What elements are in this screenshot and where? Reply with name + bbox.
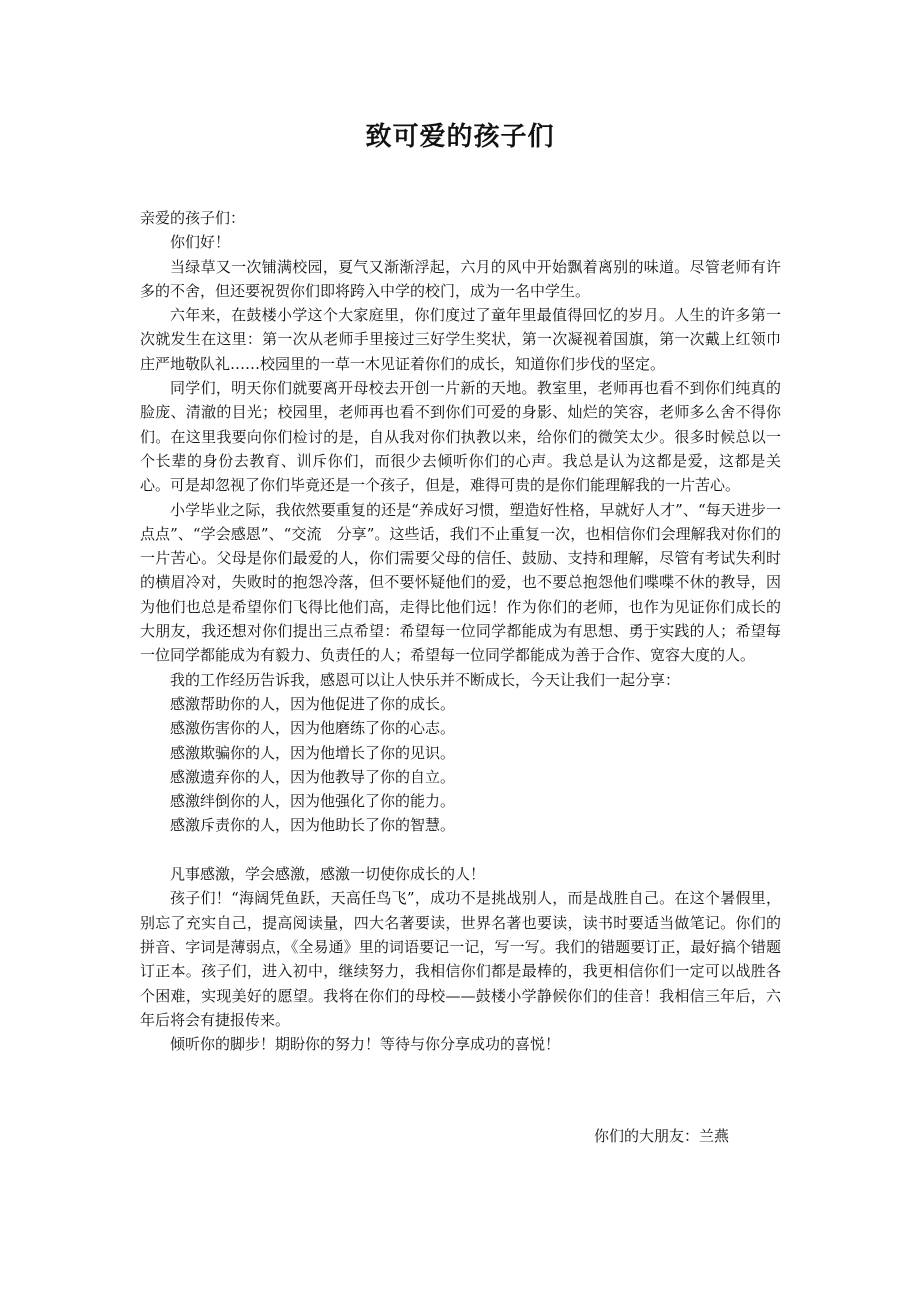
signature: 你们的大朋友：兰燕 xyxy=(594,1127,730,1145)
closing-paragraph: 倾听你的脚步！期盼你的努力！等待与你分享成功的喜悦！ xyxy=(170,1035,561,1054)
paragraph: 当绿草又一次铺满校园，夏气又渐渐浮起，六月的风中开始飘着离别的味道。尽管老师有许多的不舍，但还要祝贺你们即将跨入中学的校门，成为一名中学生。 xyxy=(140,257,781,300)
gratitude-line: 感激欺骗你的人，因为他增长了你的见识。 xyxy=(170,743,456,762)
greeting: 你们好！ xyxy=(170,233,231,252)
gratitude-line: 感激斥责你的人，因为他助长了你的智慧。 xyxy=(170,816,456,835)
gratitude-line: 感激绊倒你的人，因为他强化了你的能力。 xyxy=(170,792,456,811)
gratitude-line: 感激伤害你的人，因为他磨练了你的心志。 xyxy=(170,719,456,738)
letter-body xyxy=(140,206,781,1056)
paragraph: 小学毕业之际，我依然要重复的还是“养成好习惯，塑造好性格，早就好人才”、“每天进步一点点”、“学会感恩”、“交流 分享”。这些话，我们不止重复一次，也相信你们会理解我对你们的一片苦心。父母是你们最爱的人，你们需要父母的信任、鼓励、支持和理解，尽管有考试失利时的横眉冷对，失败时的抱怨冷落，但不要怀疑他们的爱，也不要总抱怨他们喋喋不休的教导，因为他们也总是希望你们飞得比他们高，走得比他们远！作为你们的老师，也作为见证你们成长的大朋友，我还想对你们提出三点希望：希望每一位同学都能成为有思想、勇于实践的人；希望每一位同学都能成为有毅力、负责任的人；希望每一位同学都能成为善于合作、宽容大度的人。 xyxy=(140,500,781,665)
closing-paragraph: 凡事感激，学会感激，感激一切使你成长的人！ xyxy=(170,865,486,884)
paragraph: 同学们，明天你们就要离开母校去开创一片新的天地。教室里，老师再也看不到你们纯真的脸庞、清澈的目光；校园里，老师再也看不到你们可爱的身影、灿烂的笑容，老师多么舍不得你们。在这里我要向你们检讨的是，自从我对你们执教以来，给你们的微笑太少。很多时候总以一个长辈的身份去教育、训斥你们，而很少去倾听你们的心声。我总是认为这都是爱，这都是关心。可是却忽视了你们毕竟还是一个孩子，但是，难得可贵的是你们能理解我的一片苦心。 xyxy=(140,379,781,495)
gratitude-line: 感激帮助你的人，因为他促进了你的成长。 xyxy=(170,694,456,713)
blank-line xyxy=(140,838,781,862)
gratitude-line: 感激遗弃你的人，因为他教导了你的自立。 xyxy=(170,767,456,786)
paragraph: 我的工作经历告诉我，感恩可以让人快乐并不断成长，今天让我们一起分享： xyxy=(170,670,681,689)
salutation: 亲爱的孩子们： xyxy=(140,209,246,227)
closing-paragraph: 孩子们！“海阔凭鱼跃，天高任鸟飞”，成功不是挑战别人，而是战胜自己。在这个暑假里，别忘了充实自己，提高阅读量，四大名著要读，世界名著也要读，读书时要适当做笔记。你们的拼音、字词是薄弱点，《全易通》里的词语要记一记，写一写。我们的错题要订正，最好搞个错题订正本。孩子们，进入初中，继续努力，我相信你们都是最棒的，我更相信你们一定可以战胜各个困难，实现美好的愿望。我将在你们的母校——鼓楼小学静候你们的佳音！我相信三年后，六年后将会有捷报传来。 xyxy=(140,889,781,1029)
document-title: 致可爱的孩子们 xyxy=(365,122,555,152)
paragraph: 六年来，在鼓楼小学这个大家庭里，你们度过了童年里最值得回忆的岁月。人生的许多第一次就发生在这里：第一次从老师手里接过三好学生奖状，第一次凝视着国旗，第一次戴上红领巾庄严地敬队礼……校园里的一草一木见证着你们的成长，知道你们步伐的坚定。 xyxy=(140,306,781,373)
